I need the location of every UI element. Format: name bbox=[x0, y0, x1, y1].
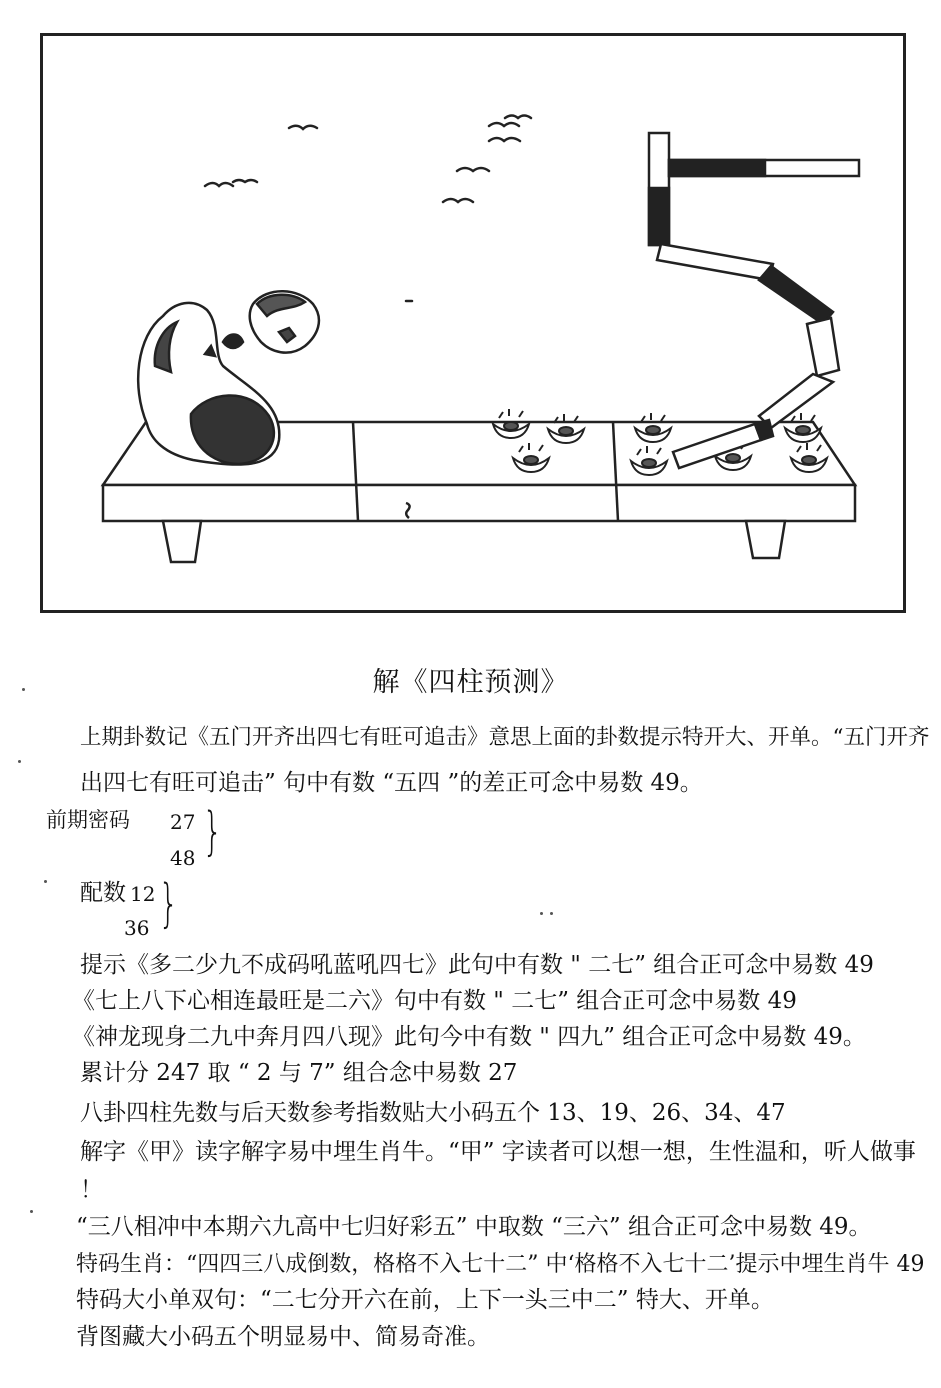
pairing-label: 配数 bbox=[80, 880, 126, 906]
text-line: 《神龙现身二九中奔月四八现》此句今中有数 " 四九” 组合正可念中易数 49。 bbox=[72, 1024, 866, 1050]
text-line: 背图藏大小码五个明显易中、简易奇准。 bbox=[76, 1324, 490, 1350]
speck bbox=[18, 760, 21, 763]
page-title: 解《四柱预测》 bbox=[372, 667, 569, 698]
speck bbox=[30, 1210, 33, 1213]
pairing-value: 12 bbox=[130, 882, 156, 906]
illustration-svg bbox=[43, 36, 903, 610]
text-line: 八卦四柱先数与后天数参考指数贴大小码五个 13、19、26、34、47 bbox=[80, 1100, 786, 1126]
birds-icon bbox=[205, 116, 531, 302]
paragraph1-line2: 出四七有旺可追击” 句中有数 “五四 ”的差正可念中易数 49。 bbox=[80, 770, 703, 796]
paragraph1-line1: 上期卦数记《五门开齐出四七有旺可追击》意思上面的卦数提示特开大、开单。“五门开齐 bbox=[80, 725, 930, 750]
text-line: 《七上八下心相连最旺是二六》句中有数 " 二七” 组合正可念中易数 49 bbox=[72, 988, 797, 1014]
pairing-value: 36 bbox=[124, 916, 150, 940]
text-line: 特码大小单双句：“二七分开六在前，上下一头三中二” 特大、开单。 bbox=[76, 1287, 774, 1313]
speck bbox=[540, 912, 543, 915]
speck bbox=[550, 912, 553, 915]
illustration-frame bbox=[40, 33, 906, 613]
text-line: 特码生肖：“四四三八成倒数，格格不入七十二” 中‘格格不入七十二’提示中埋生肖牛 49 bbox=[76, 1252, 925, 1277]
previous-code-label: 前期密码 bbox=[46, 808, 130, 832]
brace-icon: } bbox=[202, 802, 223, 862]
text-line: 解字《甲》读字解字易中埋生肖牛。“甲” 字读者可以想一想，生性温和，听人做事 bbox=[80, 1139, 916, 1165]
brace-icon: } bbox=[158, 874, 179, 934]
text-line: 累计分 247 取 “ 2 与 7” 组合念中易数 27 bbox=[80, 1060, 518, 1086]
hammer-icon bbox=[649, 133, 859, 468]
previous-code-value: 27 bbox=[170, 810, 196, 834]
text-line: ！ bbox=[80, 1177, 103, 1203]
previous-code-value: 48 bbox=[170, 846, 196, 870]
speck bbox=[44, 880, 47, 883]
text-line: 提示《多二少九不成码吼蓝吼四七》此句中有数 " 二七” 组合正可念中易数 49 bbox=[80, 952, 874, 978]
text-line: “三八相冲中本期六九高中七归好彩五” 中取数 “三六” 组合正可念中易数 49。 bbox=[76, 1214, 872, 1240]
